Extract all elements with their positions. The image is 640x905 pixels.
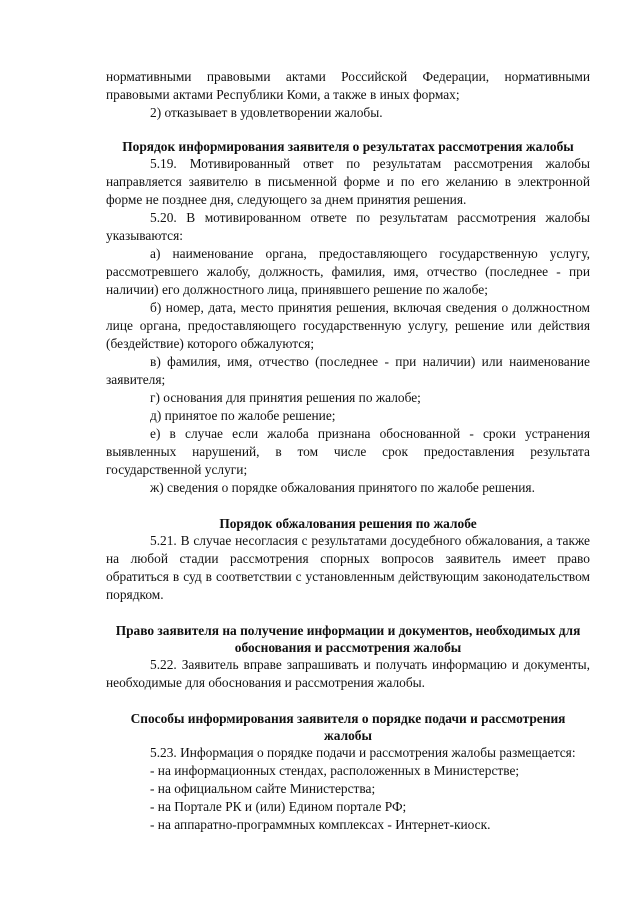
item-e: е) в случае если жалоба признана обоснованной - сроки устранения выявленных нарушений, в том числе срок предоставления результата государственной услуги; — [106, 426, 590, 477]
intro-item-2: 2) отказывает в удовлетворении жалобы. — [150, 105, 383, 120]
paragraph-5-23: 5.23. Информация о порядке подачи и рассмотрения жалобы размещается: — [150, 745, 576, 760]
paragraph-5-19: 5.19. Мотивированный ответ по результатам рассмотрения жалобы направляется заявителю в письменной форме и по его желанию в электронной форме не позднее дня, следующего за днем принятия решения. — [106, 156, 590, 207]
section-heading-notification: Порядок информирования заявителя о результатах рассмотрения жалобы — [122, 139, 574, 154]
paragraph-5-21: 5.21. В случае несогласия с результатами досудебного обжалования, а также на любой стадии рассмотрения спорных вопросов заявитель имеет право обратиться в суд в соответствии с установленным действующим законодательством порядком. — [106, 533, 590, 602]
item-a: а) наименование органа, предоставляющего государственную услугу, рассмотревшего жалобу, должность, фамилия, имя, отчество (последнее - при наличии) его должностного лица, принявшего решение по жалобе; — [106, 246, 590, 297]
list-item: - на информационных стендах, расположенных в Министерстве; — [150, 763, 520, 778]
item-zh: ж) сведения о порядке обжалования принятого по жалобе решения. — [150, 480, 535, 495]
placement-list — [106, 762, 590, 834]
paragraph-5-20: 5.20. В мотивированном ответе по результатам рассмотрения жалобы указываются: — [106, 210, 590, 243]
list-item: - на аппаратно-программных комплексах - Интернет-киоск. — [150, 817, 491, 832]
paragraph-5-22: 5.22. Заявитель вправе запрашивать и получать информацию и документы, необходимые для обоснования и рассмотрения жалобы. — [106, 657, 590, 690]
item-g: г) основания для принятия решения по жалобе; — [150, 390, 421, 405]
list-item: - на официальном сайте Министерства; — [150, 781, 376, 796]
item-b: б) номер, дата, место принятия решения, включая сведения о должностном лице органа, предоставляющего государственную услугу, решение или действия (бездействие) которого обжалуются; — [106, 300, 590, 351]
document-page — [106, 68, 590, 834]
section-heading-methods: Способы информирования заявителя о порядке подачи и рассмотрения жалобы — [130, 711, 566, 743]
item-d: д) принятое по жалобе решение; — [150, 408, 336, 423]
intro-continuation: нормативными правовыми актами Российской Федерации, нормативными правовыми актами Республики Коми, а также в иных формах; — [106, 69, 590, 102]
list-item: - на Портале РК и (или) Едином портале РФ; — [150, 799, 407, 814]
section-heading-appeal: Порядок обжалования решения по жалобе — [219, 516, 477, 531]
section-heading-rights: Право заявителя на получение информации и документов, необходимых для обоснования и рассмотрения жалобы — [115, 623, 581, 655]
item-v: в) фамилия, имя, отчество (последнее - при наличии) или наименование заявителя; — [106, 354, 590, 387]
